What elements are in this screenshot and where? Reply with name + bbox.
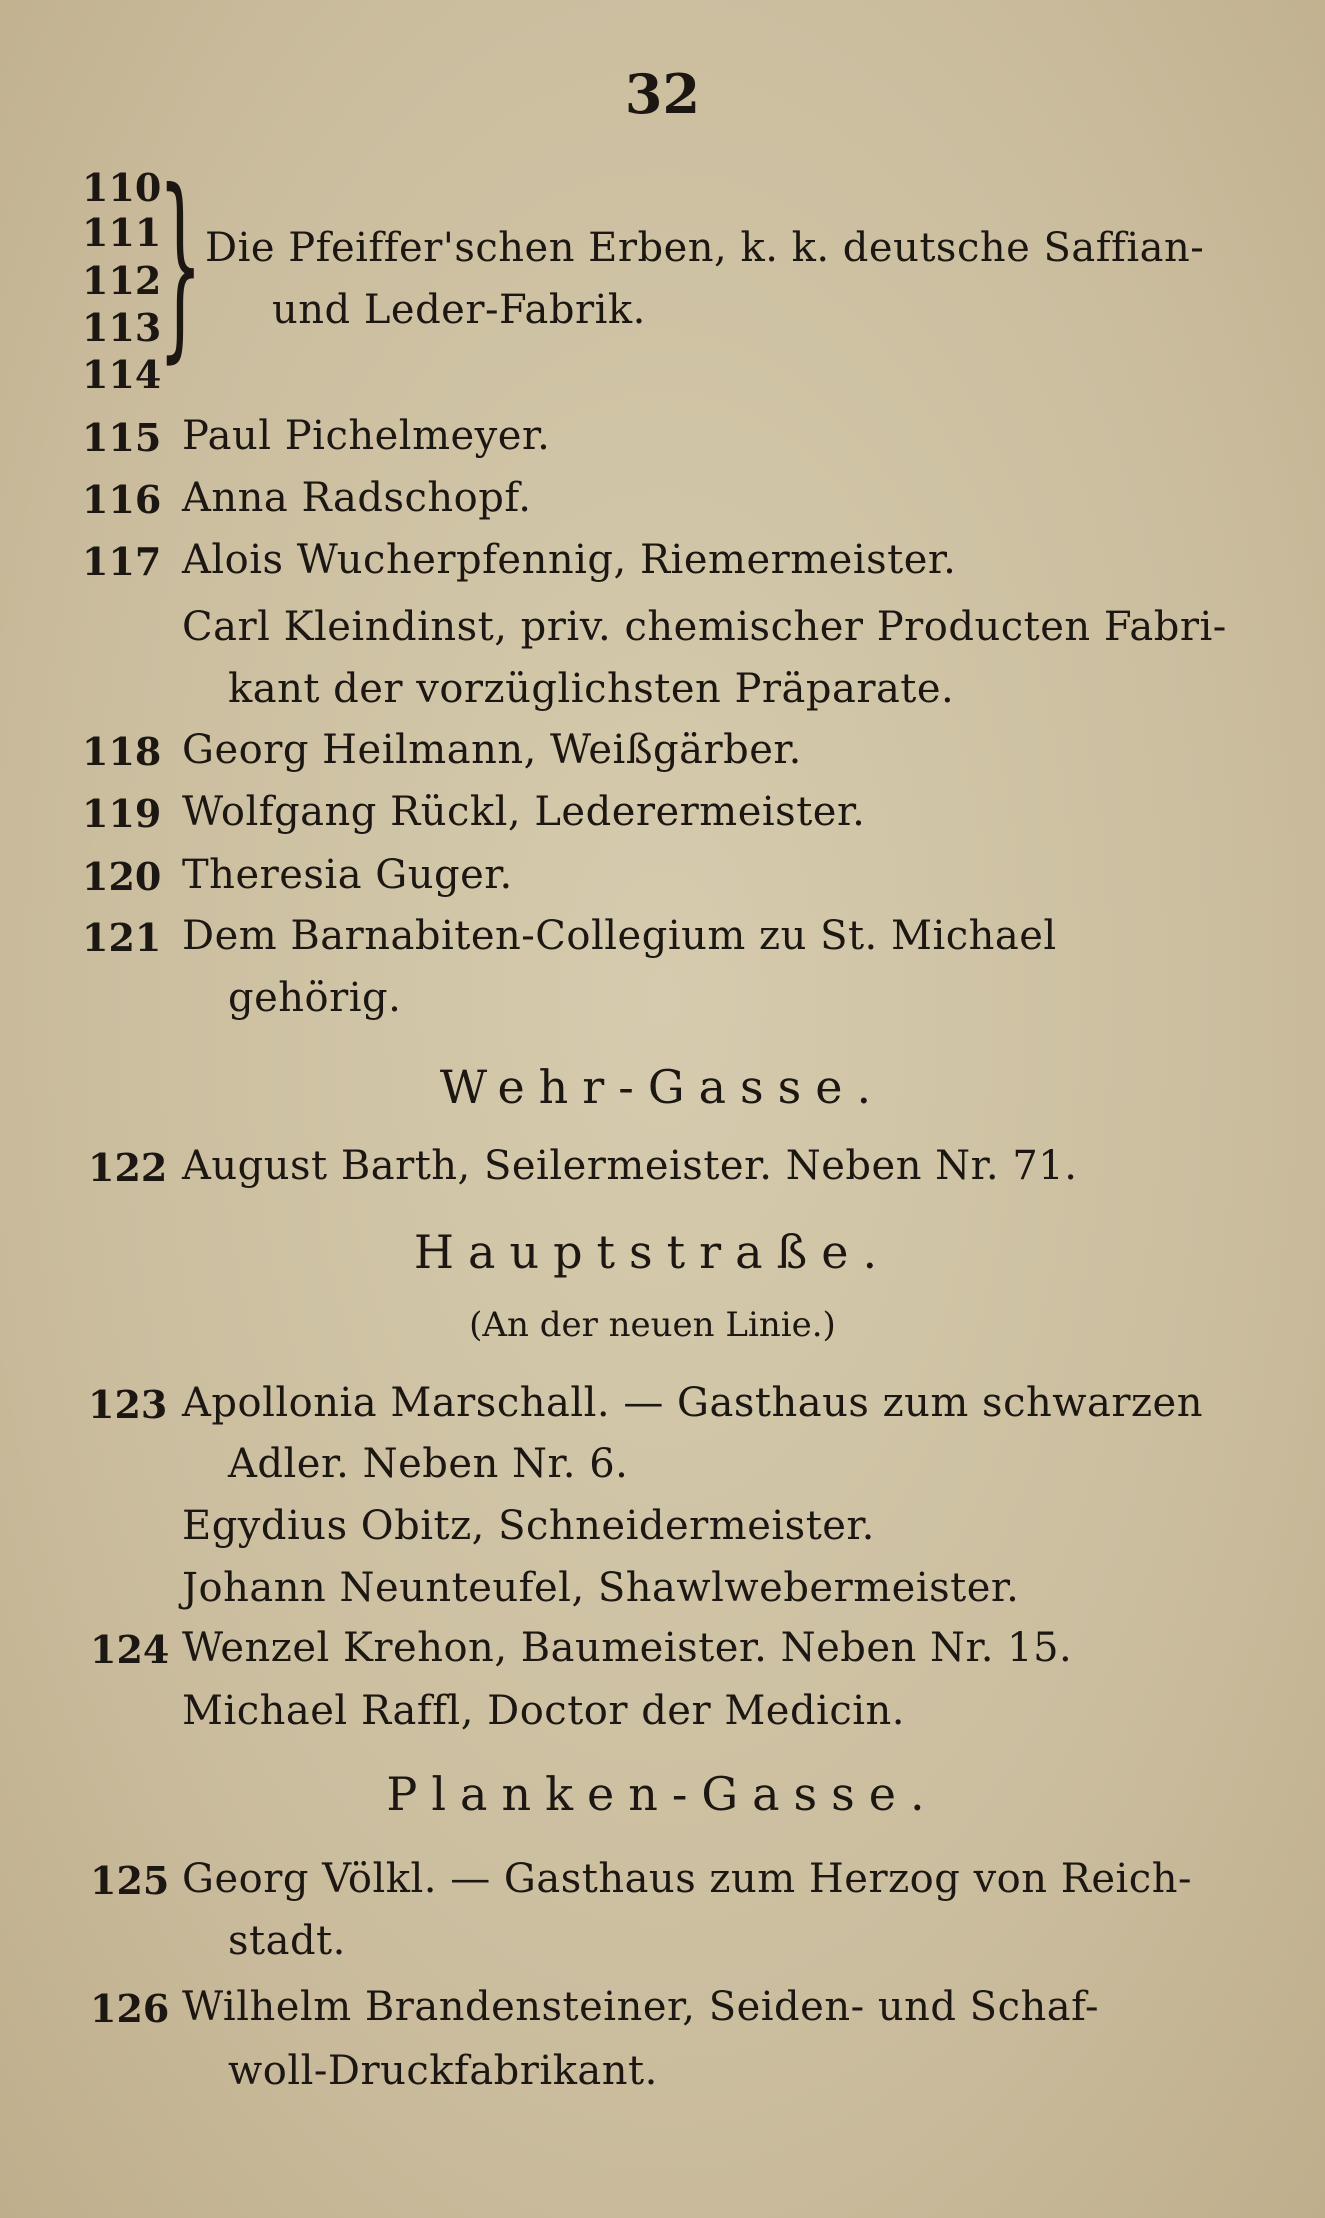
entry-number: 124: [90, 1627, 170, 1672]
entry-number: 120: [82, 854, 162, 899]
entry-number: 112: [82, 258, 162, 303]
entry-text: Egydius Obitz, Schneidermeister.: [182, 1503, 875, 1549]
entry-number: 117: [82, 539, 162, 584]
entry-text: Theresia Guger.: [182, 852, 513, 898]
entry-text: Anna Radschopf.: [182, 475, 532, 521]
entry-text: Alois Wucherpfennig, Riemermeister.: [182, 537, 957, 583]
entry-text: Apollonia Marschall. — Gasthaus zum schwarzen: [182, 1380, 1203, 1426]
entry-number: 113: [82, 305, 162, 350]
section-heading: Planken-Gasse.: [386, 1767, 939, 1821]
entry-text: Georg Heilmann, Weißgärber.: [182, 727, 802, 773]
entry-text: Michael Raffl, Doctor der Medicin.: [182, 1688, 906, 1734]
entry-text: gehörig.: [228, 975, 402, 1021]
entry-number: 122: [88, 1145, 168, 1190]
entry-text: Dem Barnabiten-Collegium zu St. Michael: [182, 913, 1057, 959]
section-heading: Wehr-Gasse.: [439, 1060, 886, 1114]
entry-number: 118: [82, 729, 162, 774]
entry-text: Georg Völkl. — Gasthaus zum Herzog von Reich-: [182, 1856, 1192, 1902]
entry-number: 125: [90, 1858, 170, 1903]
entry-number: 126: [90, 1986, 170, 2031]
entry-text: kant der vorzüglichsten Präparate.: [228, 666, 955, 712]
entry-number: 110: [82, 165, 162, 210]
brace-icon: }: [158, 148, 203, 381]
entry-number: 114: [82, 352, 162, 397]
entry-text: und Leder-Fabrik.: [272, 287, 646, 333]
entry-text: August Barth, Seilermeister. Neben Nr. 71.: [182, 1143, 1078, 1189]
page-number: 32: [624, 62, 701, 126]
entry-text: Wilhelm Brandensteiner, Seiden- und Schaf-: [182, 1984, 1099, 2030]
entry-number: 111: [82, 210, 162, 255]
entry-text: Wenzel Krehon, Baumeister. Neben Nr. 15.: [182, 1625, 1073, 1671]
entry-number: 116: [82, 477, 162, 522]
entry-number: 123: [88, 1382, 168, 1427]
section-heading: Hauptstraße.: [413, 1225, 892, 1279]
entry-text: Johann Neunteufel, Shawlwebermeister.: [182, 1565, 1020, 1611]
entry-number: 115: [82, 415, 162, 460]
entry-text: Paul Pichelmeyer.: [182, 413, 551, 459]
entry-text: stadt.: [228, 1918, 346, 1964]
section-subheading: (An der neuen Linie.): [469, 1305, 836, 1345]
entry-number: 119: [82, 791, 162, 836]
entry-text: Wolfgang Rückl, Lederermeister.: [182, 789, 866, 835]
entry-text: woll-Druckfabrikant.: [228, 2048, 658, 2094]
entry-text: Adler. Neben Nr. 6.: [228, 1441, 629, 1487]
entry-text: Die Pfeiffer'schen Erben, k. k. deutsche Saffian-: [205, 225, 1205, 271]
entry-text: Carl Kleindinst, priv. chemischer Producten Fabri-: [182, 604, 1227, 650]
entry-number: 121: [82, 915, 162, 960]
